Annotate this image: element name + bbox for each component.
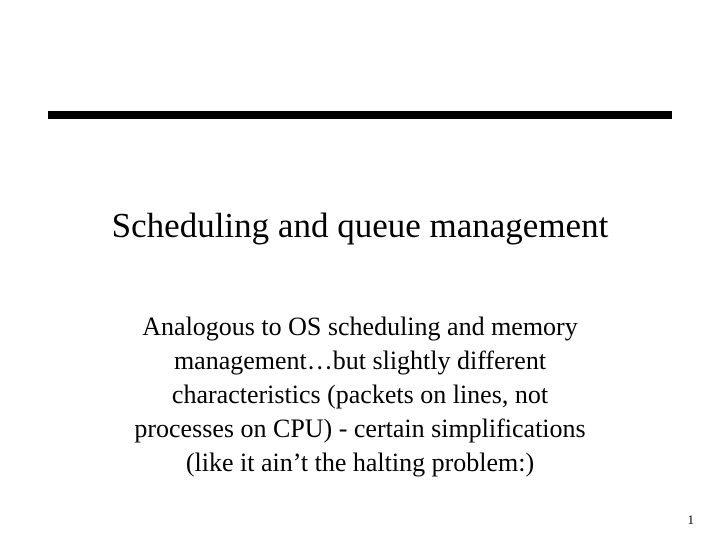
body-line: characteristics (packets on lines, not <box>171 380 549 409</box>
slide-body <box>60 310 660 480</box>
body-line: Analogous to OS scheduling and memory <box>142 312 578 341</box>
page-number: 1 <box>687 512 694 527</box>
body-line: management…but slightly different <box>173 346 547 375</box>
slide-title: Scheduling and queue management <box>111 206 609 245</box>
title-divider-rule <box>48 111 672 119</box>
body-line: (like it ain’t the halting problem:) <box>185 448 535 477</box>
body-line: processes on CPU) - certain simplifications <box>134 414 586 443</box>
